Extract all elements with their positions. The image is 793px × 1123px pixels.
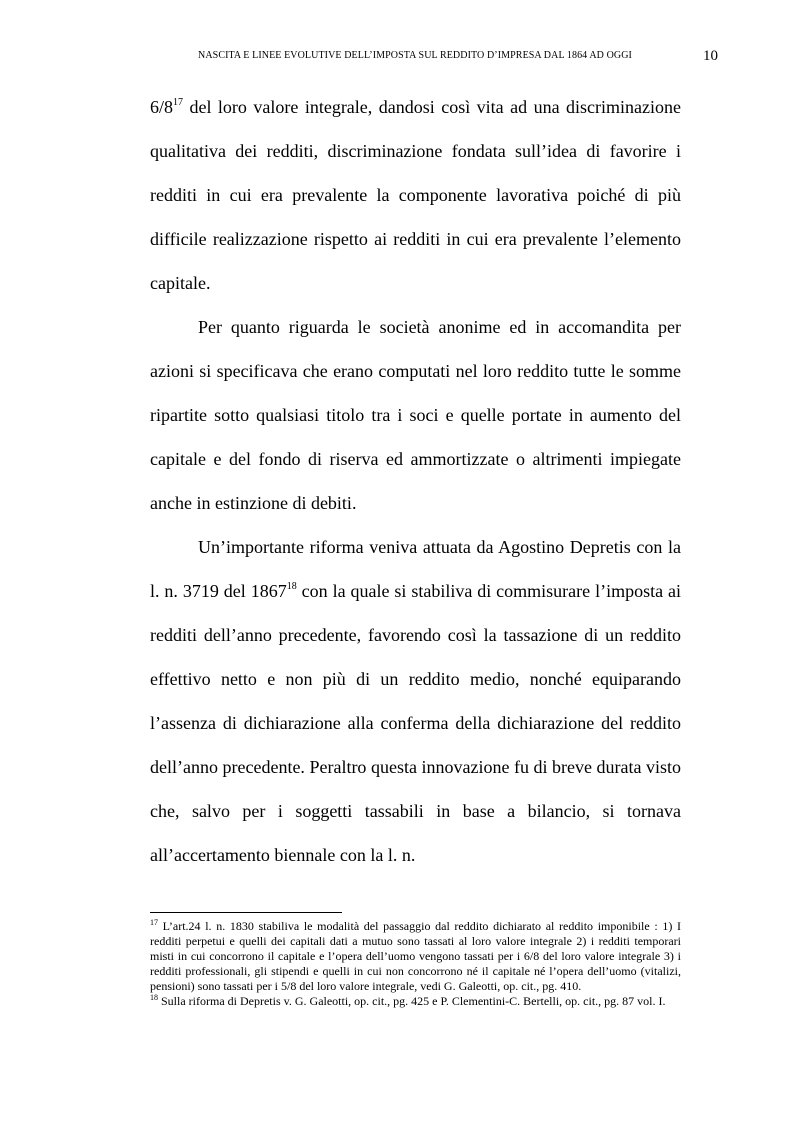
- footnote-17-text: L’art.24 l. n. 1830 stabiliva le modalità del passaggio dal reddito dichiarato al reddito imponibile : 1) I redditi perpetui e quelli dei capitali dati a mutuo sono tassati al loro valore integrale 2) i redditi temporari misti in cui concorrono il capitale e l’opera dell’uomo vengono tassati per i 6/8 del loro valore integrale 3) i redditi professionali, gli stipendi e quelli in cui non concorrono né il capitale né l’opera dell’uomo (vitalizi, pensioni) sono tassati per i 5/8 del loro valore integrale, vedi G. Galeotti, op. cit., pg. 410.: [150, 919, 681, 993]
- paragraph-3: [150, 525, 681, 877]
- footnotes: [150, 919, 681, 1009]
- paragraph-3-rest: con la quale si stabiliva di commisurare l’imposta ai redditi dell’anno precedente, favorendo così la tassazione di un reddito effettivo netto e non più di un reddito medio, nonché equiparando l’assenza di dichiarazione alla conferma della dichiarazione del reddito dell’anno precedente. Peraltro questa innovazione fu di breve durata visto che, salvo per i soggetti tassabili in base a bilancio, si tornava all’accertamento biennale con la l. n.: [150, 581, 681, 865]
- running-header: NASCITA E LINEE EVOLUTIVE DELL’IMPOSTA SUL REDDITO D’IMPRESA DAL 1864 AD OGGI: [198, 50, 632, 61]
- page-number: 10: [703, 48, 718, 64]
- footnote-18-number: 18: [150, 993, 158, 1002]
- footnote-ref-18[interactable]: 18: [286, 581, 297, 592]
- paragraph-3-start: Un’importante riforma veniva attuata da Agostino Depretis con la l. n. 3719 del 1867: [150, 537, 681, 601]
- footnote-18: [150, 994, 681, 1009]
- main-text: [150, 85, 681, 877]
- footnote-ref-17[interactable]: 17: [173, 97, 184, 108]
- paragraph-2: Per quanto riguarda le società anonime ed in accomandita per azioni si specificava che erano computati nel loro reddito tutte le somme ripartite sotto qualsiasi titolo tra i soci e quelle portate in aumento del capitale e del fondo di riserva ed ammortizzate o altrimenti impiegate anche in estinzione di debiti.: [150, 317, 681, 513]
- footnote-17: [150, 919, 681, 994]
- paragraph-1-start: 6/8: [150, 97, 174, 117]
- footnote-18-text: Sulla riforma di Depretis v. G. Galeotti, op. cit., pg. 425 e P. Clementini-C. Bertelli, op. cit., pg. 87 vol. I.: [158, 994, 666, 1008]
- footnote-separator: [150, 912, 342, 913]
- footnote-17-number: 17: [150, 918, 158, 927]
- paragraph-1: [150, 85, 681, 305]
- paragraph-1-rest: del loro valore integrale, dandosi così vita ad una discriminazione qualitativa dei redditi, discriminazione fondata sull’idea di favorire i redditi in cui era prevalente la componente lavorativa poiché di più difficile realizzazione rispetto ai redditi in cui era prevalente l’elemento capitale.: [150, 97, 681, 293]
